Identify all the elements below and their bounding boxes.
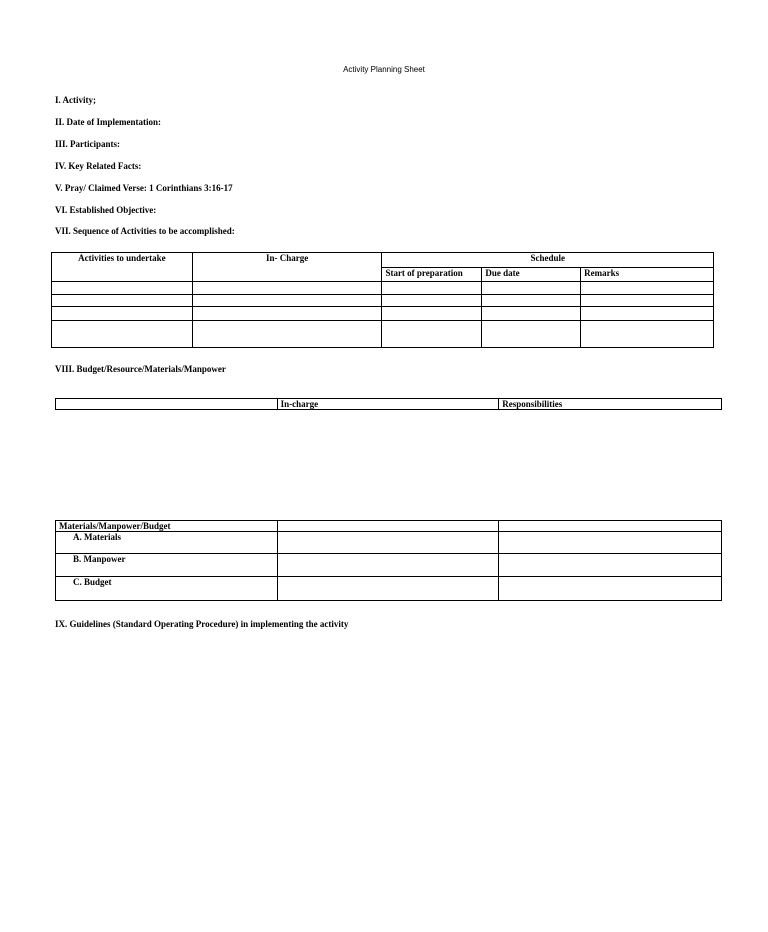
table-cell[interactable] [277, 521, 499, 532]
in-charge-table [55, 398, 722, 410]
table-cell[interactable] [382, 307, 482, 321]
column-header-in-charge: In- Charge [192, 253, 382, 282]
table-cell[interactable] [52, 282, 193, 295]
table-row [52, 282, 714, 295]
table-cell[interactable] [192, 295, 382, 307]
table-cell[interactable] [277, 532, 499, 554]
table-cell[interactable] [482, 307, 581, 321]
table-cell[interactable] [192, 307, 382, 321]
page-title: Activity Planning Sheet [343, 65, 425, 74]
section-sequence-of-activities: VII. Sequence of Activities to be accomplished: [55, 226, 235, 236]
table-row [52, 295, 714, 307]
section-guidelines: IX. Guidelines (Standard Operating Procedure) in implementing the activity [55, 619, 349, 629]
table-cell[interactable] [499, 521, 722, 532]
column-header-schedule: Schedule [382, 253, 714, 268]
table-cell[interactable] [581, 282, 714, 295]
table-cell[interactable] [382, 321, 482, 348]
section-date-of-implementation: II. Date of Implementation: [55, 117, 161, 127]
section-participants: III. Participants: [55, 139, 120, 149]
table-cell[interactable] [581, 307, 714, 321]
row-label-materials: A. Materials [56, 532, 278, 554]
column-header-responsibilities: Responsibilities [499, 399, 722, 410]
table-cell[interactable] [581, 295, 714, 307]
table-cell[interactable] [499, 554, 722, 577]
table-cell[interactable] [499, 532, 722, 554]
table-cell[interactable] [499, 577, 722, 601]
section-activity: I. Activity; [55, 95, 96, 105]
table-cell[interactable] [52, 295, 193, 307]
table-cell[interactable] [482, 295, 581, 307]
section-key-related-facts: IV. Key Related Facts: [55, 161, 142, 171]
table-cell[interactable] [482, 321, 581, 348]
table-row [56, 521, 722, 532]
column-header-materials-manpower-budget: Materials/Manpower/Budget [56, 521, 278, 532]
column-header-remarks: Remarks [581, 268, 714, 282]
table-cell[interactable] [52, 307, 193, 321]
section-established-objective: VI. Established Objective: [55, 205, 157, 215]
column-header-due-date: Due date [482, 268, 581, 282]
section-budget-resource: VIII. Budget/Resource/Materials/Manpower [55, 364, 226, 374]
table-cell[interactable] [277, 577, 499, 601]
table-row [52, 321, 714, 348]
table-cell[interactable] [192, 282, 382, 295]
sequence-table [51, 252, 714, 348]
column-header-start-of-preparation: Start of preparation [382, 268, 482, 282]
column-header-in-charge: In-charge [277, 399, 499, 410]
table-row [56, 532, 722, 554]
table-cell[interactable] [192, 321, 382, 348]
column-header-activities: Activities to undertake [52, 253, 193, 282]
table-cell[interactable] [581, 321, 714, 348]
section-claimed-verse: V. Pray/ Claimed Verse: 1 Corinthians 3:16-17 [55, 183, 233, 193]
table-cell[interactable] [382, 295, 482, 307]
row-label-budget: C. Budget [56, 577, 278, 601]
table-cell[interactable] [277, 554, 499, 577]
materials-table [55, 520, 722, 601]
row-label-manpower: B. Manpower [56, 554, 278, 577]
table-cell[interactable] [52, 321, 193, 348]
table-cell[interactable] [482, 282, 581, 295]
table-row [52, 307, 714, 321]
table-row [56, 554, 722, 577]
table-cell[interactable] [382, 282, 482, 295]
table-cell[interactable] [56, 399, 278, 410]
table-row [56, 577, 722, 601]
